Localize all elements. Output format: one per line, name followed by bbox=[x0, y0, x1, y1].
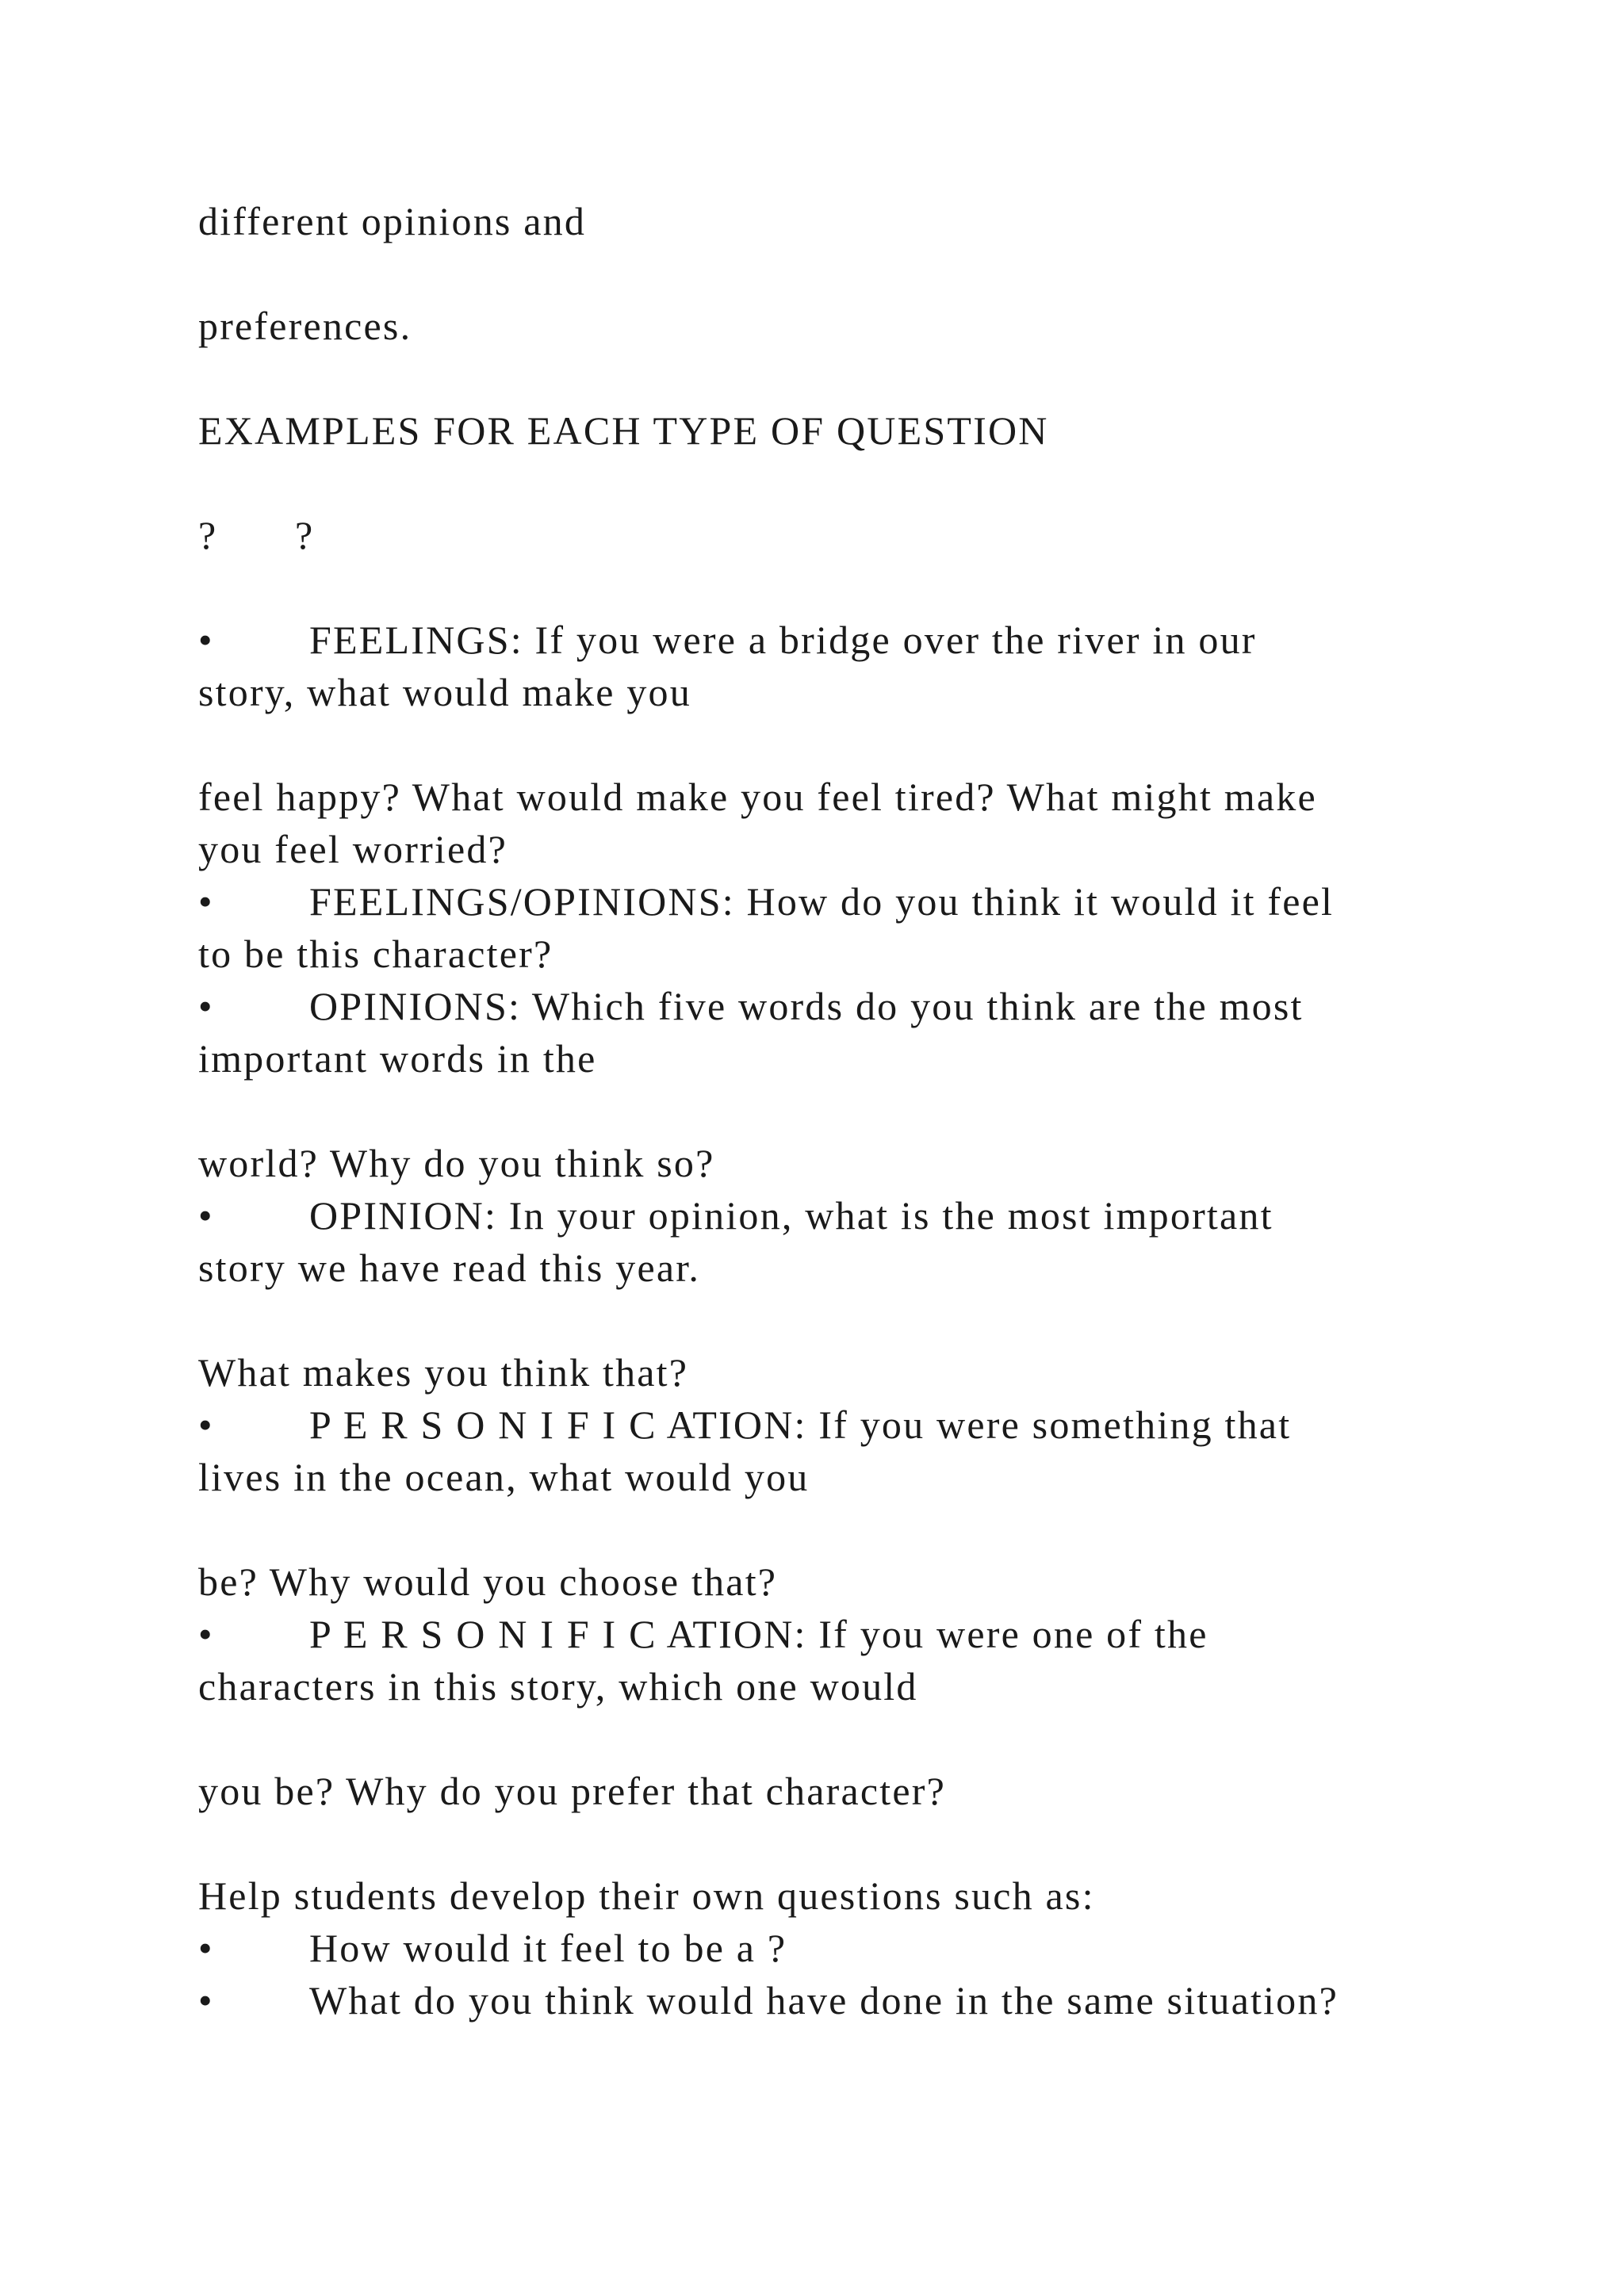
bullet-icon: • bbox=[198, 1926, 213, 1970]
text-line: feel happy? What would make you feel tired? What might make bbox=[198, 775, 1317, 819]
bullet-item-situation: What do you think would have done in the same situation? bbox=[309, 1978, 1339, 2022]
text-line: different opinions and bbox=[198, 199, 587, 243]
section-heading: EXAMPLES FOR EACH TYPE OF QUESTION bbox=[198, 408, 1049, 453]
text-line: What makes you think that? bbox=[198, 1350, 689, 1395]
text-line: characters in this story, which one would bbox=[198, 1664, 918, 1709]
bullet-icon: • bbox=[198, 1402, 213, 1447]
question-mark: ? bbox=[198, 513, 218, 557]
bullet-icon: • bbox=[198, 984, 213, 1028]
text-line: story we have read this year. bbox=[198, 1246, 701, 1290]
text-line: be? Why would you choose that? bbox=[198, 1559, 778, 1604]
text-line: important words in the bbox=[198, 1036, 597, 1081]
text-line: world? Why do you think so? bbox=[198, 1141, 715, 1185]
bullet-icon: • bbox=[198, 879, 213, 924]
bullet-item-opinion: OPINION: In your opinion, what is the most important bbox=[309, 1193, 1274, 1238]
bullet-icon: • bbox=[198, 1193, 213, 1238]
question-mark: ? bbox=[295, 513, 315, 557]
bullet-item-opinions: OPINIONS: Which five words do you think are the most bbox=[309, 984, 1304, 1028]
text-line: Help students develop their own questions such as: bbox=[198, 1873, 1095, 1918]
text-line: preferences. bbox=[198, 304, 412, 348]
bullet-icon: • bbox=[198, 618, 213, 662]
bullet-item-personification-character: P E R S O N I F I C ATION: If you were one of the bbox=[309, 1612, 1208, 1656]
text-line: story, what would make you bbox=[198, 670, 691, 714]
text-line: you feel worried? bbox=[198, 827, 508, 871]
bullet-item-personification-ocean: P E R S O N I F I C ATION: If you were something that bbox=[309, 1402, 1292, 1447]
bullet-icon: • bbox=[198, 1978, 213, 2022]
text-line: you be? Why do you prefer that character? bbox=[198, 1769, 947, 1813]
bullet-item-feelings: FEELINGS: If you were a bridge over the river in our bbox=[309, 618, 1257, 662]
bullet-item-feel: How would it feel to be a ? bbox=[309, 1926, 787, 1970]
bullet-item-feelings-opinions: FEELINGS/OPINIONS: How do you think it would it feel bbox=[309, 879, 1335, 924]
text-line: to be this character? bbox=[198, 932, 553, 976]
text-line: lives in the ocean, what would you bbox=[198, 1455, 810, 1499]
bullet-icon: • bbox=[198, 1612, 213, 1656]
